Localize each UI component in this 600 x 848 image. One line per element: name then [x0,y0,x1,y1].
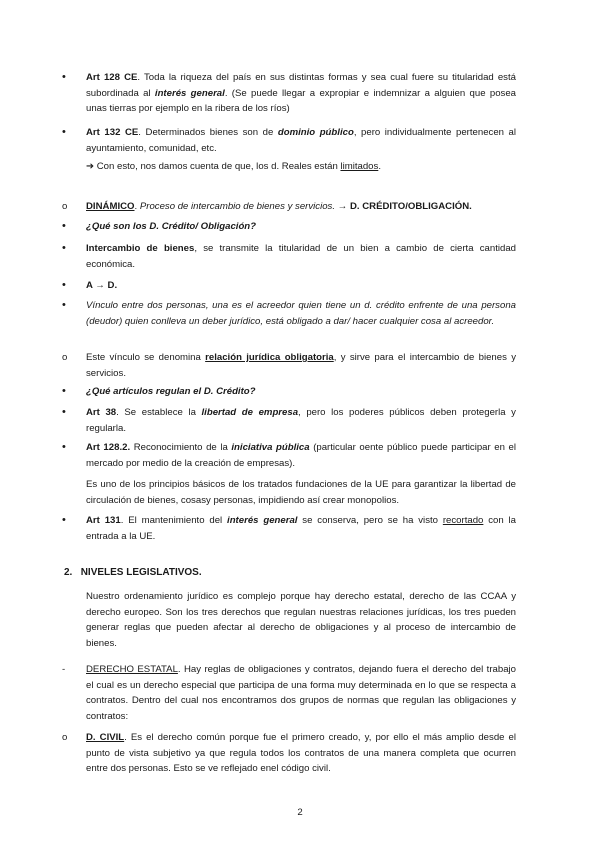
paragraph-ordenamiento [86,589,516,651]
arrow-icon: → [335,201,350,212]
bullet-marker [62,70,66,86]
article-ref: Art 132 CE [86,127,139,138]
term-heading: DINÁMICO [86,201,135,212]
circle-marker: o [62,732,68,743]
article-ref: Art 38 [86,407,117,418]
paragraph-dinamico [86,199,516,215]
text: . [378,161,381,172]
text: , se transmite la titularidad de un bien a cambio de cierta cantidad económica. [86,243,517,270]
section-heading [64,565,202,581]
term-bold: Intercambio de bienes [86,243,195,254]
paragraph-art-128-2 [86,440,516,471]
text: . El mantenimiento del [120,515,228,526]
text: , y sirve para el intercambio de bienes y servicios. [86,352,516,379]
paragraph-d-civil [86,730,516,777]
emphasis: dominio público [277,127,354,138]
text: Es uno de los principios básicos de los tratados fundaciones de la UE para garantizar la libertad de circulación de bienes, cosasy personas, impidiendo así crear monopolios. [86,479,516,506]
text: Este vínculo se denomina [86,352,206,363]
bullet-marker [62,298,66,314]
text: . Es el derecho común porque fue el primero creado, y, por ello el más amplio desde el punto de vista subjetivo ya que regula todos los contratos de una manera completa que ocurren entre dos personas. Esto se ve reflejado enel código civil. [86,732,517,774]
paragraph-principios-ue [86,477,516,508]
text: , pero individualmente pertenecen al ayuntamiento, comunidad, etc. [86,127,517,154]
text: se conserva, pero se ha visto [297,515,443,526]
circle-marker: o [62,352,68,363]
text: D. [104,280,118,291]
bullet-marker [62,219,66,235]
bullet-marker [62,278,66,294]
paragraph-art-128 [86,70,516,117]
page-number: 2 [297,807,303,818]
article-ref: Art 128.2. [86,442,131,453]
paragraph-vinculo [86,298,516,329]
text: . Hay reglas de obligaciones y contratos, dejando fuera el derecho del trabajo el cual es un derecho especial que participa de una forma muy determinada en lo que se respecta a contratos. Dentro del cual nos encontramos dos grupos de normas que regulan las obligaciones y contratos: [86,664,516,722]
term-heading: D. CIVIL [86,732,125,743]
emphasis: libertad de empresa [201,407,299,418]
emphasis: interés general [227,515,298,526]
arrow-icon: ➔ [86,161,95,172]
bullet-marker [62,405,66,421]
text: Vínculo entre dos personas, una es el acreedor quien tiene un d. crédito enfrente de una persona (deudor) quien conlleva un deber jurídico, está obligado a dar/ hacer cualquier cosa al acreedor. [86,300,516,327]
article-ref: Art 128 CE [86,72,138,83]
term-heading: DERECHO ESTATAL [86,664,178,675]
text: A [86,280,96,291]
bullet-marker [62,384,66,400]
text: Con esto, nos damos cuenta de que, los d. Reales están [96,161,341,172]
paragraph-art-132 [86,125,516,156]
text: Nuestro ordenamiento jurídico es complejo porque hay derecho estatal, derecho de las CCAA y derecho europeo. Son los tres derechos que regulan nuestras relaciones jurídicas, los tres pueden generar reglas que pueden afectar al derecho de obligaciones y al proceso de intercambio de bienes. [86,591,516,649]
bullet-marker [62,241,66,257]
text: . Toda la riqueza del país en sus distintas formas y sea cual fuere su titularidad está subordinada al [86,72,516,99]
paragraph-art-131 [86,513,516,544]
arrow-icon: → [95,280,105,291]
text: ¿Qué son los D. Crédito/ Obligación? [86,221,257,232]
text: con la entrada a la UE. [86,515,516,542]
emphasis: Proceso de intercambio de bienes y servicios. [139,201,336,212]
question-articulos [86,384,516,400]
underlined-term: limitados [340,161,379,172]
text: (particular oente público puede participar en el mercado por medio de la creación de empresas). [86,442,517,469]
text: . Determinados bienes son de [138,127,278,138]
question-credito [86,219,516,235]
paragraph-conclusion [86,159,516,175]
paragraph-derecho-estatal [86,662,516,724]
section-number: 2. [64,567,73,578]
emphasis: iniciativa pública [231,442,310,453]
dash-marker: - [62,664,66,675]
paragraph-intercambio [86,241,516,272]
text: . (Se puede llegar a expropiar e indemnizar a alguien que posea unas tierras por ejemplo en la ribera de los ríos) [86,87,516,114]
text: . Se establece la [116,407,202,418]
underlined-term: relación jurídica obligatoria [205,352,334,363]
paragraph-art-38 [86,405,516,436]
bullet-marker [62,125,66,141]
circle-marker: o [62,201,68,212]
bullet-marker [62,440,66,456]
section-title: NIVELES LEGISLATIVOS. [80,567,202,578]
text: Reconocimiento de la [130,442,232,453]
paragraph-a-to-d [86,278,516,294]
emphasis: interés general [154,87,225,99]
term-bold: D. CRÉDITO/OBLIGACIÓN. [349,201,472,212]
text: . [134,201,140,212]
text: , pero los poderes públicos deben protegerla y regularla. [86,407,516,434]
bullet-marker [62,513,66,529]
article-ref: Art 131 [86,515,121,526]
text: ¿Qué artículos regulan el D. Crédito? [86,386,256,397]
underlined-term: recortado [442,515,484,526]
paragraph-relacion [86,350,516,381]
